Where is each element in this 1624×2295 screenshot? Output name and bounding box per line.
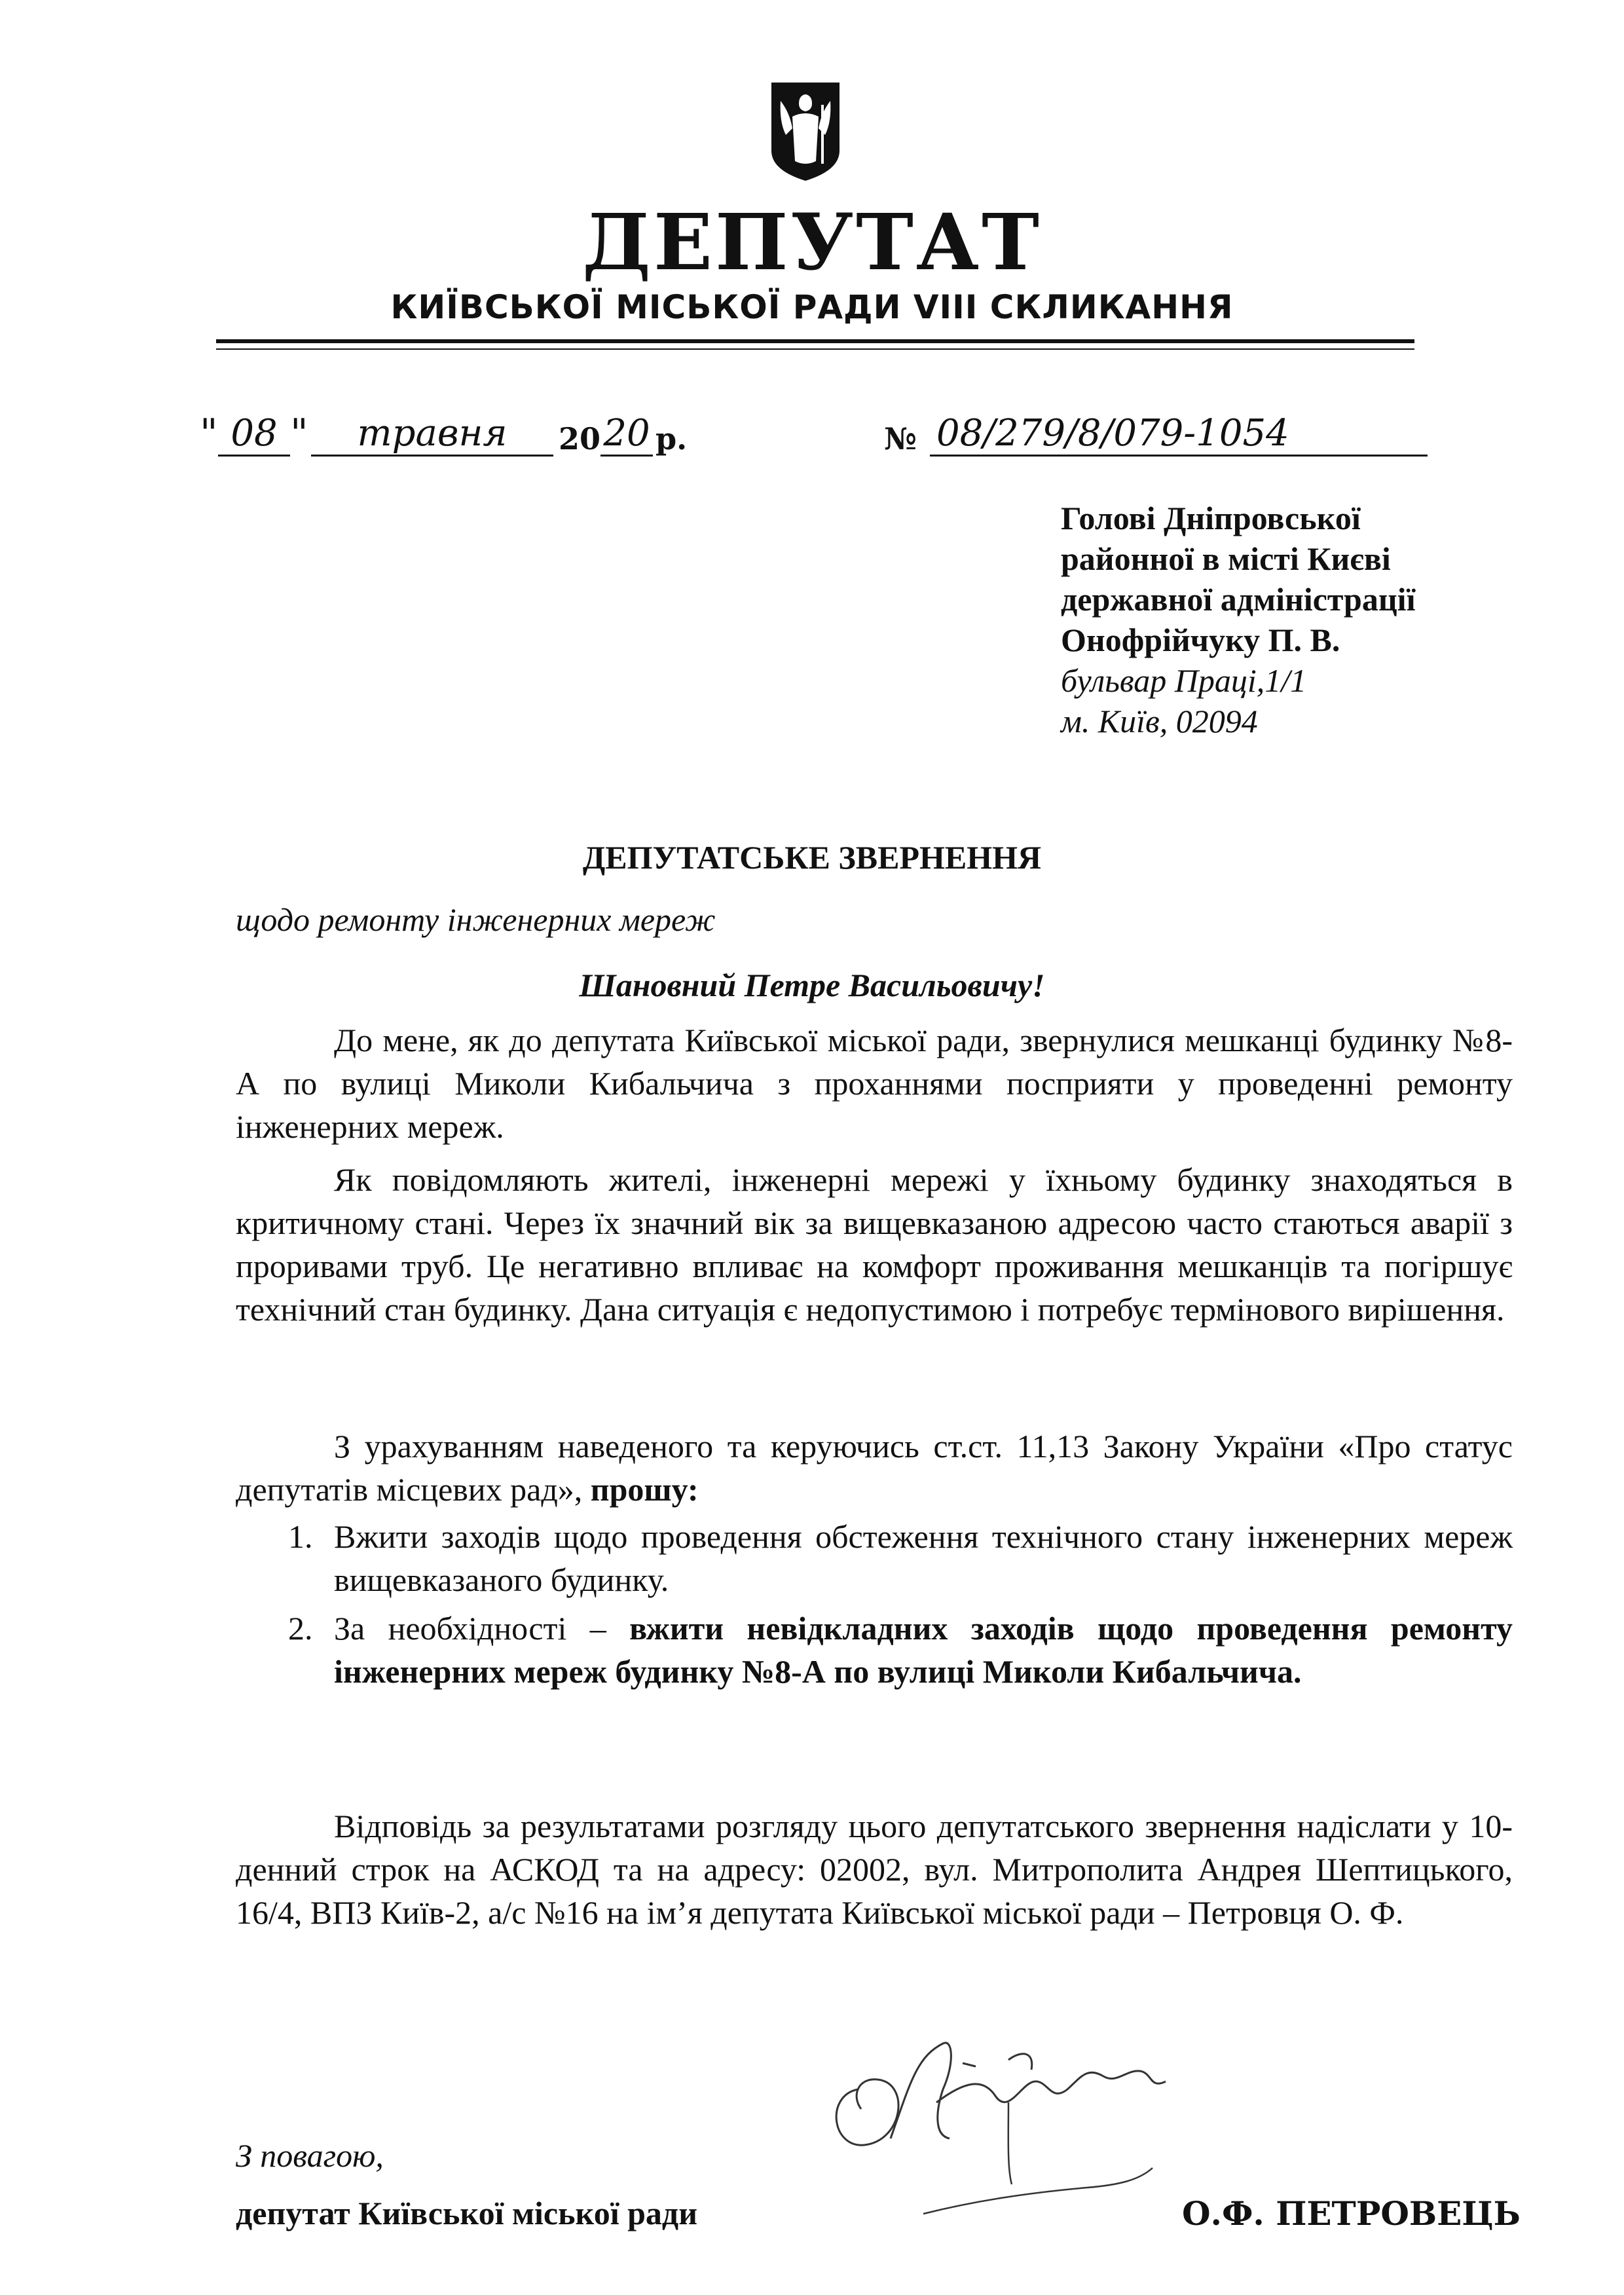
date-day: 08 (218, 412, 290, 457)
body-paragraph (236, 1425, 1513, 1511)
list-item-text: Вжити заходів щодо проведення обстеження технічного стану інженерних мереж вищевказаного будинку. (334, 1518, 1513, 1598)
document-subject: щодо ремонту інженерних мереж (236, 901, 716, 938)
request-word: прошу: (590, 1471, 699, 1508)
date-month: травня (311, 412, 553, 457)
document-date (200, 409, 724, 468)
addressee-line: державної адміністрації (1061, 581, 1416, 618)
greeting: Шановний Петре Васильовичу! (579, 967, 1045, 1003)
body-paragraph (236, 1804, 1513, 1934)
number-value: 08/279/8/079-1054 (930, 412, 1428, 457)
handwritten-signature-icon (812, 2004, 1205, 2227)
header-rule-thin (216, 348, 1414, 350)
list-marker: 2. (288, 1610, 313, 1647)
signer-title: депутат Київської міської ради (236, 2195, 698, 2231)
header-rule-thick (216, 339, 1414, 343)
paragraph-text: Як повідомляють жителі, інженерні мережі у їхньому будинку знаходяться в критичному стані. Через їх значний вік за вищевказаною адресою часто стаються аварії з проривами труб. Це негативно впливає на комфорт проживання мешканців та погіршує технічний стан будинку. Дана ситуація є недопустимою і потребує термінового вирішення. (236, 1161, 1513, 1328)
list-item-text: За необхідності – (334, 1610, 606, 1647)
paragraph-main: З урахуванням наведеного та керуючись ст.ст. 11,13 Закону України «Про статус депутатів місцевих рад», (236, 1428, 1513, 1508)
body-paragraph (236, 1018, 1513, 1148)
date-quote-close: " (290, 411, 308, 457)
list-marker: 1. (288, 1518, 313, 1555)
kyiv-coat-of-arms-icon (766, 79, 845, 183)
header-subtitle: КИЇВСЬКОЇ МІСЬКОЇ РАДИ VIII СКЛИКАННЯ (390, 288, 1234, 326)
list-item (236, 1515, 1513, 1601)
closing: З повагою, (236, 2137, 384, 2174)
paragraph-text: Відповідь за результатами розгляду цього депутатського звернення надіслати у 10-денний строк на АСКОД та на адресу: 02002, вул. Митрополита Андрея Шептицького, 16/4, ВПЗ Київ-2, а/с №16 на ім’я депутата Київської міської ради – Петровця О. Ф. (236, 1808, 1513, 1931)
addressee-line: районної в місті Києві (1061, 540, 1391, 577)
paragraph-text: До мене, як до депутата Київської міської ради, звернулися мешканці будинку №8-А по вулиці Миколи Кибальчича з проханнями посприяти у проведенні ремонту інженерних мереж. (236, 1022, 1513, 1145)
date-century: 20 (559, 421, 601, 457)
addressee-name: Онофрійчуку П. В. (1061, 622, 1340, 658)
addressee-city: м. Київ, 02094 (1061, 703, 1258, 739)
addressee-block (1061, 498, 1598, 741)
date-quote-open: " (200, 411, 218, 457)
number-sign: № (884, 421, 917, 457)
date-year: 20 (600, 412, 653, 457)
list-item (236, 1607, 1513, 1693)
header-title: ДЕПУТАТ (582, 196, 1042, 288)
paragraph-text (236, 1425, 1513, 1511)
list-item-text-bold: вжити невідкладних заходів щодо проведення ремонту інженерних мереж будинку №8-А по вулиці Миколи Кибальчича. (334, 1610, 1513, 1690)
addressee-street: бульвар Праці,1/1 (1061, 662, 1307, 699)
date-suffix: р. (655, 421, 688, 457)
document-title: ДЕПУТАТСЬКЕ ЗВЕРНЕННЯ (582, 839, 1042, 876)
signer-name: О.Ф. ПЕТРОВЕЦЬ (1182, 2194, 1521, 2233)
request-list (236, 1515, 1513, 1698)
addressee-line: Голові Дніпровської (1061, 500, 1361, 536)
body-paragraph (236, 1158, 1513, 1331)
document-number (884, 409, 1421, 468)
